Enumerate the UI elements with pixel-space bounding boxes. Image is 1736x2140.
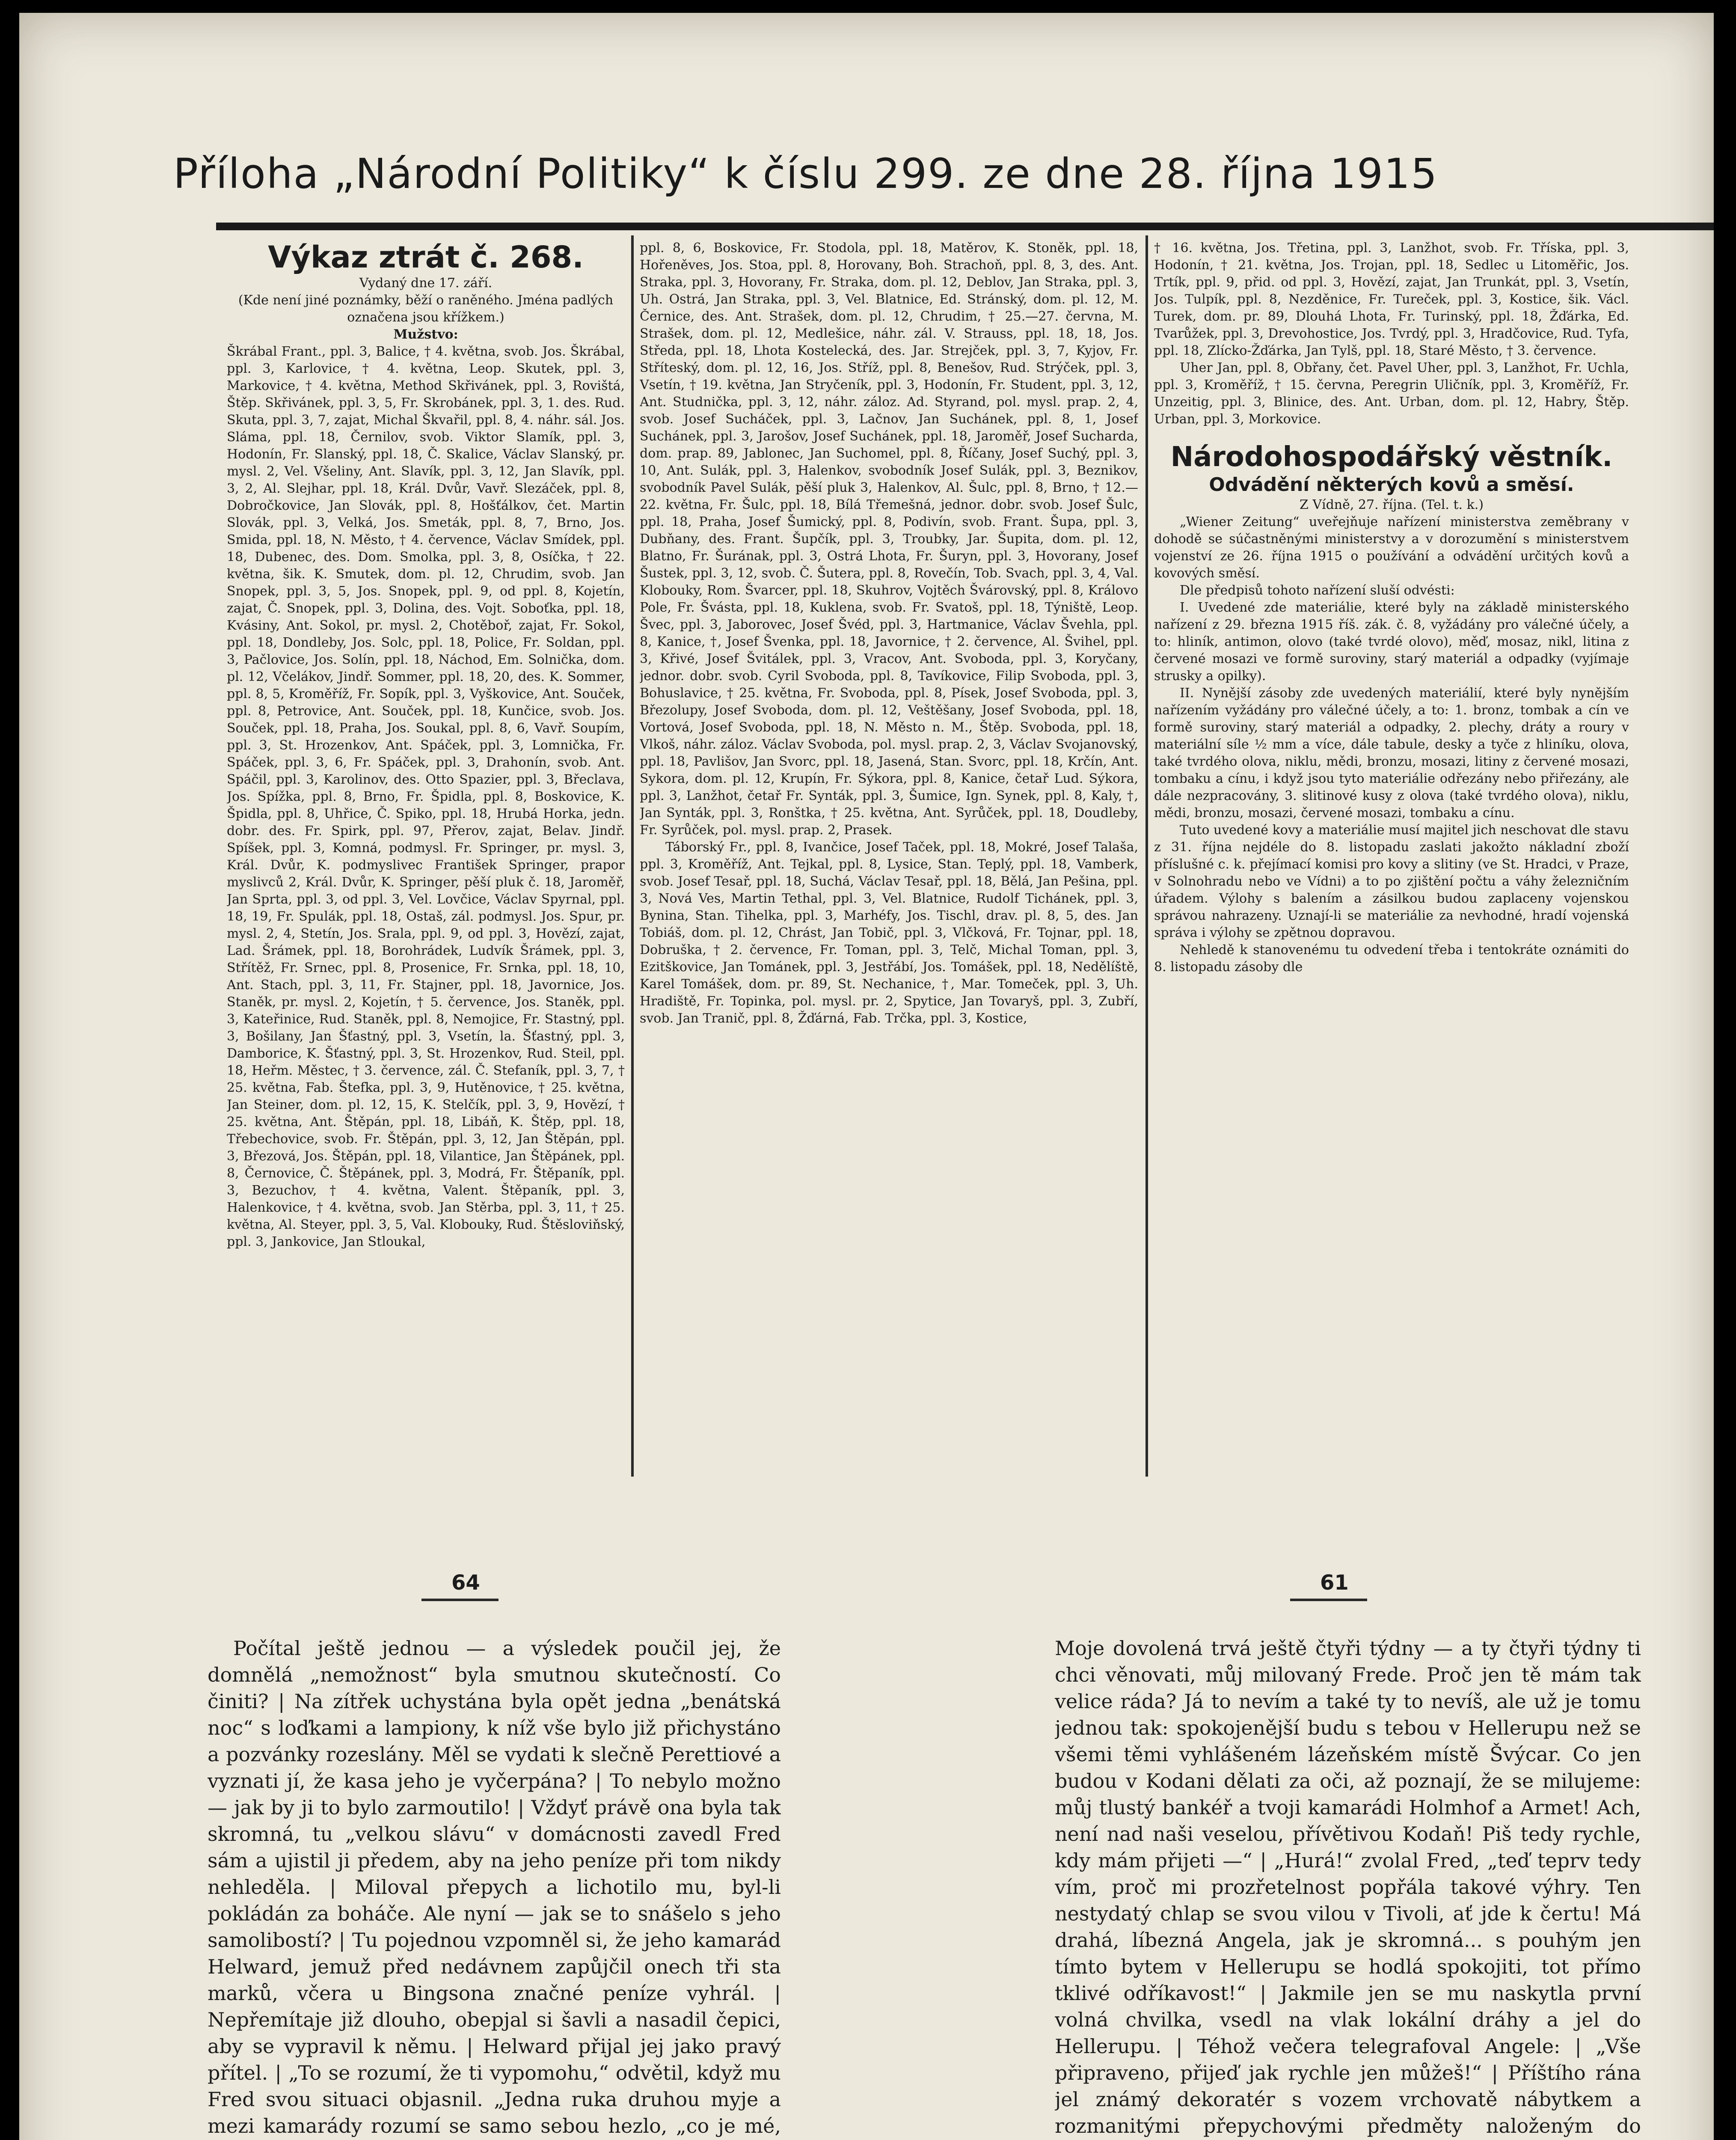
economy-column: [1154, 240, 1629, 1472]
novel-text-left: Počítal ještě jednou — a výsledek poučil jej, že domnělá „nemožnost“ byla smutnou skutečností. Co činiti? | Na zítřek uchystána byla opět jedna „benátská noc“ s loďkami a lampiony, k níž vše bylo již přichystáno a pozvánky rozeslány. Měl se vydati k slečně Perettiové a vyznati jí, že kasa jeho je vyčerpána? | To nebylo možno — jak by ji to bylo zarmoutilo! | Vždyť právě ona byla tak skromná, tu „velkou slávu“ v domácnosti zavedl Fred sám a ujistil ji předem, aby na jeho peníze při tom nikdy nehleděla. | Miloval přepych a lichotilo mu, byl-li pokládán za boháče. Ale nyní — jak se to snášelo s jeho samolibostí? | Tu pojednou vzpomněl si, že jeho kamarád Helward, jemuž před nedávnem zapůjčil onech tři sta marků, včera u Bingsona značné peníze vyhrál. | Nepřemítaje již dlouho, obepjal si šavli a nasadil čepici, aby se vypravil k němu. | Helward přijal jej jako pravý přítel. | „To se rozumí, že ti vypomohu,“ odvětil, když mu Fred svou situaci objasnil. „Jedna ruka druhou myje a mezi kamarády rozumí se samo sebou hezlo, „co je mé,: [208, 1637, 781, 2137]
page-number-left: 64: [451, 1571, 480, 1595]
newspaper-page: [19, 13, 1714, 2140]
economy-section-title: Národohospodářský věstník.: [1170, 441, 1613, 473]
page-rule-left: [421, 1599, 499, 1601]
article-paragraph-5: Tuto uvedené kovy a materiálie musí majitel jich neschovat dle stavu z 31. října nejdéle do 8. listopadu zaslati jakožto nákladní zboží příslušné c. k. přejímací komisi pro kovy a slitiny (ve St. Hradci, v Praze, v Solnohradu nebo ve Vídni) a to po zjištění počtu a váhy železničním úřadem. Výlohy s balením a zásilkou budou zaplaceny vojenskou správou nahrazeny. Uznají-li se materiálie za nevhodné, hradí vojenská správa i výlohy se zpětnou dopravou.: [1154, 823, 1629, 940]
article-paragraph-4: II. Nynější zásoby zde uvedených materiálií, které byly nynějším nařízením vyžádány pro válečné účely, a to: 1. bronz, tombak a cín ve formě suroviny, starý materiál a odpadky, 2. plechy, dráty a roury v materiální síle ½ mm a více, dále tabule, desky a tyče z hliníku, olova, také tvrdého olova, niklu, mědi, bronzu, mosazi, litiny z červené mosazi, tombaku a cínu, i když jsou tyto materiálie odřezány nebo přiřezány, ale dále nezpracovány, 3. slitinové kusy z olova (také tvrdého olova), niklu, mědi, bronzu, mosazi, červené mosazi, tombaku a cínu.: [1154, 686, 1629, 820]
article-dateline: Z Vídně, 27. října. (Tel. t. k.): [1299, 497, 1484, 512]
article-paragraph-3: I. Uvedené zde materiálie, které byly na základě ministerského nařízení z 29. března 1915 říš. zák. č. 8, vyžádány pro válečné účely, a to: hliník, antimon, olovo (také tvrdé olovo), měď, mosaz, nikl, litina z červené mosazi ve formě suroviny, starý materiál a odpadky (vyjímaje strusky a opilky).: [1154, 600, 1629, 684]
column-divider: [631, 235, 634, 1477]
casualty-list-body-1: Škrábal Frant., ppl. 3, Balice, † 4. května, svob. Jos. Škrábal, ppl. 3, Karlovice, † 4. května, Leop. Skutek, ppl. 3, Markovice, † 4. května, Method Skřivánek, ppl. 3, Rovištá, Štěp. Skřivánek, ppl. 3, 5, Fr. Skrobánek, ppl. 3, 1. des. Rud. Skuta, ppl. 3, 7, zajat, Michal Škvařil, ppl. 8, 4. náhr. sál. Jos. Sláma, ppl. 18, Černilov, svob. Viktor Slamík, ppl. 3, Hodonín, Fr. Slanský, ppl. 18, Č. Skalice, Václav Slanský, pr. mysl. 2, Vel. Všeliny, Ant. Slavík, ppl. 3, 12, Jan Slavík, ppl. 3, 2, Al. Slejhar, ppl. 18, Král. Dvůr, Vavř. Slezáček, ppl. 8, Dobročkovice, Jan Slovák, ppl. 8, Hošťálkov, čet. Martin Slovák, ppl. 3, Velká, Jos. Smeták, ppl. 8, 7, Brno, Jos. Smida, ppl. 18, N. Město, † 4. července, Václav Smídek, ppl. 18, Dubenec, des. Dom. Smolka, ppl. 3, 8, Osíčka, † 22. května, šik. K. Smutek, dom. pl. 12, Chrudim, svob. Jan Snopek, ppl. 3, 5, Jos. Snopek, ppl. 9, od ppl. 8, Kojetín, zajat, Č. Snopek, ppl. 3, Dolina, des. Vojt. Soboťka, ppl. 18, Kvásiny, Ant. Sokol, pr. mysl. 2, Chotěboř, zajat, Fr. Sokol, ppl. 18, Dondleby, Jos. Solc, ppl. 18, Police, Fr. Soldan, ppl. 3, Pačlovice, Jos. Solín, ppl. 18, Náchod, Em. Solnička, dom. pl. 12, Včelákov, Jindř. Sommer, ppl. 18, 20, des. K. Sommer, ppl. 8, 5, Kroměříž, Fr. Sopík, ppl. 3, Vyškovice, Ant. Souček, ppl. 8, Petrovice, Ant. Souček, ppl. 18, Kunčice, svob. Jos. Souček, ppl. 18, Praha, Jos. Soukal, ppl. 8, 6, Vavř. Soupím, ppl. 3, St. Hrozenkov, Ant. Spáček, ppl. 3, Lomnička, Fr. Spáček, ppl. 3, 6, Fr. Spáček, ppl. 3, Drahonín, svob. Ant. Spáčil, ppl. 3, Karolinov, des. Otto Spazier, ppl. 3, Břeclava, Jos. Spížka, ppl. 8, Brno, Fr. Špidla, ppl. 8, Boskovice, K. Špidla, ppl. 8, Uhřice, Č. Spiko, ppl. 18, Hrubá Horka, jedn. dobr. des. Fr. Spirk, ppl. 97, Přerov, zajat, Belav. Jindř. Spíšek, ppl. 3, Komná, podmysl. Fr. Springer, pr. mysl. 3, Král. Dvůr, K. podmyslivec František Springer, prapor myslivců 2, Král. Dvůr, K. Springer, pěší pluk č. 18, Jaroměř, Jan Sprta, ppl. 3, od ppl. 3, Vel. Lovčice, Václav Spyrnal, ppl. 18, 19, Fr. Spulák, ppl. 18, Ostaš, zál. podmysl. Jos. Spur, pr. mysl. 2, 4, Stetín, Jos. Srala, ppl. 9, od ppl. 3, Hovězí, zajat, Lad. Šrámek, ppl. 18, Borohrádek, Ludvík Šrámek, ppl. 3, Střítěž, Fr. Srnec, ppl. 8, Prosenice, Fr. Srnka, ppl. 18, 10, Ant. Stach, ppl. 3, 11, Fr. Stajner, ppl. 18, Javornice, Jos. Staněk, pr. mysl. 2, Kojetín, † 5. července, Jos. Staněk, ppl. 3, Kateřinice, Rud. Staněk, ppl. 8, Nemojice, Fr. Stastný, ppl. 3, Bošilany, Jan Šťastný, ppl. 3, Vsetín, la. Šťastný, ppl. 3, Damborice, K. Šťastný, ppl. 3, St. Hrozenkov, Rud. Steil, ppl. 18, Heřm. Městec, † 3. července, zál. Č. Stefaník, ppl. 3, 7, † 25. května, Fab. Štefka, ppl. 3, 9, Hutěnovice, † 25. května, Jan Steiner, dom. pl. 12, 15, K. Stelčík, ppl. 3, 9, Hovězí, † 25. května, Ant. Štěpán, ppl. 18, Libáň, K. Štěp, ppl. 18, Třebechovice, svob. Fr. Štěpán, ppl. 3, 12, Jan Štěpán, ppl. 3, Březová, Jos. Štěpán, ppl. 18, Vilantice, Jan Štěpánek, ppl. 8, Černovice, Č. Štěpánek, ppl. 3, Modrá, Fr. Štěpaník, ppl. 3, Bezuchov, † 4. května, Valent. Štěpaník, ppl. 3, Halenkovice, † 4. května, svob. Jan Stěrba, ppl. 3, 11, † 25. května, Al. Steyer, ppl. 3, 5, Val. Klobouky, Rud. Štěsloviňský, ppl. 3, Jankovice, Jan Stloukal,: [227, 344, 625, 1249]
article-title: Odvádění některých kovů a směsí.: [1209, 474, 1574, 496]
casualty-list-body-3: † 16. května, Jos. Třetina, ppl. 3, Lanžhot, svob. Fr. Tříska, ppl. 3, Hodonín, † 21. května, Jos. Trojan, ppl. 18, Sedlec u Litoměřic, Jos. Trtík, ppl. 9, přid. od ppl. 3, Hovězí, zajat, Jan Trunkát, ppl. 3, Vsetín, Jos. Tulpík, ppl. 8, Nezděnice, Fr. Tureček, ppl. 3, Kostice, šik. Václ. Turek, dom. pr. 89, Dlouhá Lhota, Fr. Turinský, ppl. 18, Žďárka, Ed. Tvarůžek, ppl. 3, Drevohostice, Jos. Tvrdý, ppl. 3, Hradčovice, Rud. Tyfa, ppl. 18, Zlícko-Žďárka, Jan Tylš, ppl. 18, Staré Město, † 3. července.: [1154, 241, 1629, 358]
novel-page-right: [1055, 1635, 1641, 2140]
page-header-title: Příloha „Národní Politiky“ k číslu 299. ze dne 28. října 1915: [173, 150, 1438, 198]
casualty-column-2: [640, 240, 1138, 1472]
column-divider: [1145, 235, 1148, 1477]
article-paragraph-2: Dle předpisů tohoto nařízení sluší odvésti:: [1180, 583, 1455, 598]
casualty-list-body-2b: Táborský Fr., ppl. 8, Ivančice, Josef Taček, ppl. 18, Mokré, Josef Talaša, ppl. 3, Kroměříž, Ant. Tejkal, ppl. 8, Lysice, Stan. Teplý, ppl. 18, Vamberk, svob. Josef Tesař, ppl. 18, Suchá, Václav Tesař, ppl. 18, Bělá, Jan Pešina, ppl. 3, Nová Ves, Martin Tethal, ppl. 3, Vel. Blatnice, Rudolf Tichánek, ppl. 3, Bynina, Stan. Tihelka, ppl. 3, Marhéfy, Jos. Tischl, drav. pl. 8, 5, des. Jan Tobiáš, dom. pl. 12, Chrást, Jan Tobič, ppl. 3, Vlčková, Fr. Tojnar, ppl. 18, Dobruška, † 2. července, Fr. Toman, ppl. 3, Telč, Michal Toman, ppl. 3, Ezitškovice, Jan Tománek, ppl. 3, Jestřábí, Jos. Tomášek, ppl. 18, Nedělíště, Karel Tomášek, dom. pr. 89, St. Nechanice, †, Mar. Tomeček, ppl. 3, Uh. Hradiště, Fr. Topinka, pol. mysl. pr. 2, Spytice, Jan Tovaryš, ppl. 3, Zubří, svob. Jan Tranič, ppl. 8, Žďárná, Fab. Trčka, ppl. 3, Kostice,: [640, 840, 1138, 1026]
header-rule: [216, 223, 1714, 230]
casualty-column-1: [227, 240, 625, 1472]
casualty-list-note: (Kde není jiné poznámky, běží o raněného. Jména padlých označena jsou křížkem.): [238, 293, 614, 325]
novel-text-right: Moje dovolená trvá ještě čtyři týdny — a ty čtyři týdny ti chci věnovati, můj milovaný Frede. Proč jen tě mám tak velice ráda? Já to nevím a také ty to nevíš, ale už je tomu jednou tak: spokojenější budu s tebou v Hellerupu než se všemi těmi vyhlášeném lázeňském místě Švýcar. Co jen budou v Kodani dělati za oči, až poznají, že se milujeme: můj tlustý bankéř a tvoji kamarádi Holmhof a Armet! Ach, není nad naši veselou, přívětivou Kodaň! Piš tedy rychle, kdy mám přijeti —“ | „Hurá!“ zvolal Fred, „teď teprv tedy vím, proč mi prozřetelnost popřála takové výhry. Ten nestydatý chlap se svou vilou v Tivoli, ať jde k čertu! Má drahá, líbezná Angela, jak je skromná... s pouhým jen tímto bytem v Hellerupu se hodlá spokojiti, tot přímo tklivé odříkavost!“ | Jakmile jen se mu naskytla první volná chvilka, vsedl na vlak lokální dráhy a jel do Hellerupu. | Téhož večera telegrafoval Angele: | „Vše připraveno, přijeď jak rychle jen můžeš!“ | Příštího rána jel známý dekoratér s vozem vrchovatě nábytkem a rozmanitými přepychovými předměty naloženým do: [1055, 1637, 1641, 2137]
casualty-list-section: Mužstvo:: [393, 327, 458, 342]
page-number-right: 61: [1320, 1571, 1349, 1595]
casualty-list-body-2: ppl. 8, 6, Boskovice, Fr. Stodola, ppl. 18, Matěrov, K. Stoněk, ppl. 18, Hořeněves, Jos. Stoa, ppl. 8, Horovany, Boh. Strachoň, ppl. 8, 3, des. Ant. Straka, ppl. 3, Hovorany, Fr. Straka, dom. pl. 12, Deblov, Jan Straka, ppl. 3, Uh. Ostrá, Jan Straka, ppl. 3, Vel. Blatnice, Ed. Stránský, dom. pl. 12, M. Černice, des. Ant. Strašek, dom. pl. 12, Chrudim, † 25.—27. června, M. Strašek, dom. pl. 12, Medlešice, náhr. zál. V. Strauss, ppl. 18, 18, Jos. Středa, ppl. 18, Lhota Kostelecká, des. Jar. Strejček, ppl. 3, 7, Kyjov, Fr. Stříteský, dom. pl. 12, 16, Jos. Stříž, ppl. 8, Benešov, Rud. Strýček, ppl. 3, Vsetín, † 19. května, Jan Stryčeník, ppl. 3, Hodonín, Fr. Student, ppl. 3, 12, Ant. Studnička, ppl. 3, 12, náhr. záloz. Ad. Styrand, pol. mysl. prap. 2, 4, svob. Josef Sucháček, ppl. 3, Lačnov, Jan Suchánek, ppl. 8, 1, Josef Suchánek, ppl. 3, Jarošov, Josef Suchánek, ppl. 18, Jaroměř, Josef Sucharda, dom. prap. 89, Jablonec, Jan Suchomel, ppl. 8, Říčany, Josef Suchý, ppl. 3, 10, Ant. Sulák, ppl. 3, Halenkov, svobodník Josef Sulák, ppl. 3, Beznikov, svobodník Pavel Sulák, pěší pluk 3, Halenkov, Al. Šulc, ppl. 8, Brno, † 12.—22. května, Fr. Šulc, ppl. 18, Bílá Třemešná, jednor. dobr. svob. Josef Šulc, ppl. 18, Praha, Josef Šumický, ppl. 8, Podivín, svob. Frant. Šupa, ppl. 3, Dubňany, des. Frant. Šupčík, ppl. 3, Troubky, Jar. Šupita, dom. pl. 12, Blatno, Fr. Šurának, ppl. 3, Ostrá Lhota, Fr. Šuryn, ppl. 3, Hovorany, Josef Šustek, ppl. 3, 12, svob. Č. Šutera, ppl. 8, Rovečín, Tob. Svach, ppl. 3, 4, Val. Klobouky, Rom. Švarcer, ppl. 18, Skuhrov, Vojtěch Švárovský, ppl. 8, Královo Pole, Fr. Švásta, ppl. 18, Kuklena, svob. Fr. Svatoš, ppl. 18, Týniště, Leop. Švec, ppl. 3, Jaborovec, Josef Švéd, ppl. 3, Hartmanice, Václav Švehla, ppl. 8, Kanice, †, Josef Švenka, ppl. 18, Javornice, † 2. července, Al. Švihel, ppl. 3, Křivé, Josef Švitálek, ppl. 3, Vracov, Ant. Svoboda, ppl. 3, Koryčany, jednor. dobr. svob. Cyril Svoboda, ppl. 8, Tavíkovice, Filip Svoboda, ppl. 3, Bohuslavice, † 25. května, Fr. Svoboda, ppl. 8, Písek, Josef Svoboda, ppl. 3, Březolupy, Josef Svoboda, dom. pl. 12, Veštěšany, Josef Svoboda, ppl. 18, Vortová, Josef Svoboda, ppl. 18, N. Město n. M., Štěp. Svoboda, ppl. 18, Vlkoš, náhr. záloz. Václav Svoboda, pol. mysl. prap. 2, 3, Václav Svojanovský, ppl. 18, Pavlišov, Jan Svorc, ppl. 18, Jasená, Stan. Svorc, ppl. 18, Krčín, Ant. Sykora, dom. pl. 12, Krupín, Fr. Sýkora, ppl. 8, Kanice, četař Lud. Sýkora, ppl. 3, Lanžhot, četař Fr. Synták, ppl. 3, Šumice, Ign. Synek, ppl. 8, Kaly, †, Jan Synták, ppl. 3, Ronštka, † 25. května, Ant. Syrůček, ppl. 18, Doudleby, Fr. Syrůček, pol. mysl. prap. 2, Prasek.: [640, 241, 1138, 838]
casualty-list-body-3b: Uher Jan, ppl. 8, Obřany, čet. Pavel Uher, ppl. 3, Lanžhot, Fr. Uchla, ppl. 3, Kroměříž, † 15. června, Peregrin Uličník, ppl. 3, Kroměříž, Fr. Unzeitig, ppl. 3, Blinice, des. Ant. Urban, dom. pl. 12, Habry, Štěp. Urban, ppl. 3, Morkovice.: [1154, 360, 1629, 427]
novel-page-left: [208, 1635, 781, 2140]
casualty-list-date: Vydaný dne 17. září.: [359, 276, 493, 291]
page-rule-right: [1290, 1599, 1367, 1601]
casualty-list-title: Výkaz ztrát č. 268.: [268, 240, 584, 275]
article-paragraph-6: Nehledě k stanovenému tu odvedení třeba i tentokráte oznámiti do 8. listopadu zásoby dle: [1154, 942, 1629, 975]
article-paragraph-1: „Wiener Zeitung“ uveřejňuje nařízení ministerstva zeměbrany v dohodě se súčastněnými ministerstvy a v dorozumění s ministerstvem vojenství ze 26. října 1915 o používání a odvádění určitých kovů a kovových směsí.: [1154, 514, 1629, 581]
